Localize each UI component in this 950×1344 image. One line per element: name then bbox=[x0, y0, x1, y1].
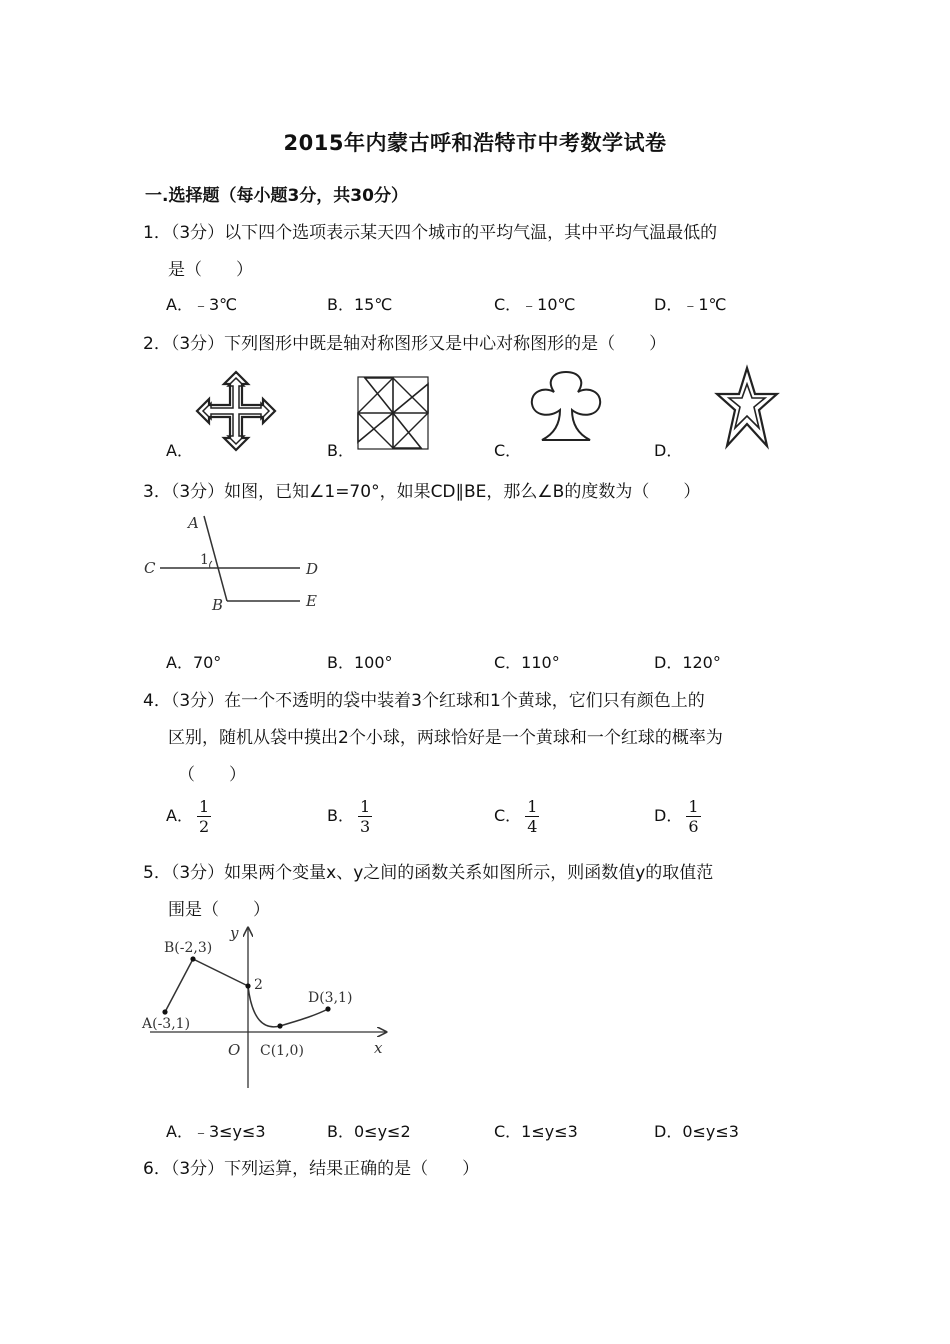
figure-club[interactable] bbox=[528, 372, 604, 444]
denominator: 4 bbox=[527, 817, 538, 836]
q1-option-d[interactable]: D．﹣1℃ bbox=[654, 295, 727, 314]
fraction bbox=[686, 798, 700, 835]
label-point-a: A(-3,1) bbox=[142, 1016, 191, 1032]
q5-option-d[interactable]: D．0≤y≤3 bbox=[654, 1122, 739, 1141]
segment-a-b-y bbox=[165, 959, 248, 1012]
page-title: 2015年内蒙古呼和浩特市中考数学试卷 bbox=[283, 131, 667, 155]
numerator: 1 bbox=[688, 797, 699, 816]
q5-option-a[interactable]: A．﹣3≤y≤3 bbox=[166, 1122, 266, 1141]
q1-option-b[interactable]: B．15℃ bbox=[327, 295, 393, 314]
label-point-c: C(1,0) bbox=[260, 1043, 304, 1059]
option-label: B． bbox=[327, 806, 354, 825]
denominator: 3 bbox=[359, 817, 371, 836]
q3-figure bbox=[140, 512, 330, 622]
fraction bbox=[525, 798, 539, 835]
q4-stem-line2: 区别，随机从袋中摸出2个小球，两球恰好是一个黄球和一个红球的概率为 bbox=[168, 728, 723, 748]
figure-star[interactable] bbox=[715, 366, 779, 450]
label-angle-1: 1 bbox=[200, 552, 209, 568]
option-label: A． bbox=[166, 806, 193, 825]
denominator: 2 bbox=[198, 817, 210, 836]
q1-stem-line1: 1．（3分）以下四个选项表示某天四个城市的平均气温，其中平均气温最低的 bbox=[143, 223, 718, 243]
label-point-d: D(3,1) bbox=[308, 990, 353, 1006]
numerator: 1 bbox=[359, 797, 371, 816]
label-b: B bbox=[212, 596, 224, 614]
fraction bbox=[358, 798, 372, 835]
label-d: D bbox=[306, 560, 319, 578]
fraction bbox=[197, 798, 211, 835]
label-a: A bbox=[188, 514, 199, 532]
q4-stem-line1: 4．（3分）在一个不透明的袋中装着3个红球和1个黄球，它们只有颜色上的 bbox=[143, 691, 705, 711]
point-c bbox=[277, 1023, 282, 1028]
point-b bbox=[190, 956, 195, 961]
q5-function-graph bbox=[140, 920, 400, 1095]
point-y-intercept bbox=[245, 983, 250, 988]
q5-stem-line2: 围是（ ） bbox=[168, 900, 270, 920]
point-d bbox=[325, 1006, 330, 1011]
denominator: 6 bbox=[688, 817, 699, 836]
label-two: 2 bbox=[254, 977, 263, 993]
q2-stem: 2．（3分）下列图形中既是轴对称图形又是中心对称图形的是（ ） bbox=[143, 334, 667, 354]
option-label: D． bbox=[654, 806, 683, 825]
figure-pinwheel[interactable] bbox=[357, 376, 429, 450]
section-heading: 一.选择题（每小题3分，共30分） bbox=[145, 186, 408, 206]
q3-option-a[interactable]: A．70° bbox=[166, 653, 222, 672]
label-c: C bbox=[144, 559, 156, 577]
option-label: C． bbox=[494, 806, 522, 825]
point-a bbox=[162, 1009, 167, 1014]
q1-option-a[interactable]: A．﹣3℃ bbox=[166, 295, 238, 314]
label-e: E bbox=[306, 592, 317, 610]
q3-option-d[interactable]: D．120° bbox=[654, 653, 721, 672]
q1-option-c[interactable]: C．﹣10℃ bbox=[494, 295, 576, 314]
label-y-axis: y bbox=[230, 924, 239, 942]
q6-stem: 6．（3分）下列运算，结果正确的是（ ） bbox=[143, 1159, 480, 1179]
q5-stem-line1: 5．（3分）如果两个变量x、y之间的函数关系如图所示，则函数值y的取值范 bbox=[143, 863, 714, 883]
figure-arrows-cross[interactable] bbox=[195, 370, 277, 452]
numerator: 1 bbox=[198, 797, 210, 816]
q2-option-a[interactable]: A． bbox=[166, 441, 193, 460]
q4-option-a[interactable] bbox=[166, 798, 211, 835]
q2-option-c[interactable]: C． bbox=[494, 441, 522, 460]
q5-option-c[interactable]: C．1≤y≤3 bbox=[494, 1122, 578, 1141]
q1-stem-line2: 是（ ） bbox=[168, 260, 253, 280]
q2-option-d[interactable]: D． bbox=[654, 441, 683, 460]
q2-option-b[interactable]: B． bbox=[327, 441, 354, 460]
q4-option-b[interactable] bbox=[327, 798, 372, 835]
q3-option-c[interactable]: C．110° bbox=[494, 653, 560, 672]
q3-stem: 3．（3分）如图，已知∠1=70°，如果CD∥BE，那么∠B的度数为（ ） bbox=[143, 482, 701, 502]
q5-option-b[interactable]: B．0≤y≤2 bbox=[327, 1122, 411, 1141]
label-origin: O bbox=[228, 1041, 241, 1059]
label-point-b: B(-2,3) bbox=[164, 940, 213, 956]
label-x-axis: x bbox=[374, 1039, 383, 1057]
q3-option-b[interactable]: B．100° bbox=[327, 653, 393, 672]
q4-option-d[interactable] bbox=[654, 798, 701, 835]
q4-option-c[interactable] bbox=[494, 798, 539, 835]
q4-stem-line3: （ ） bbox=[178, 765, 246, 785]
numerator: 1 bbox=[527, 797, 538, 816]
